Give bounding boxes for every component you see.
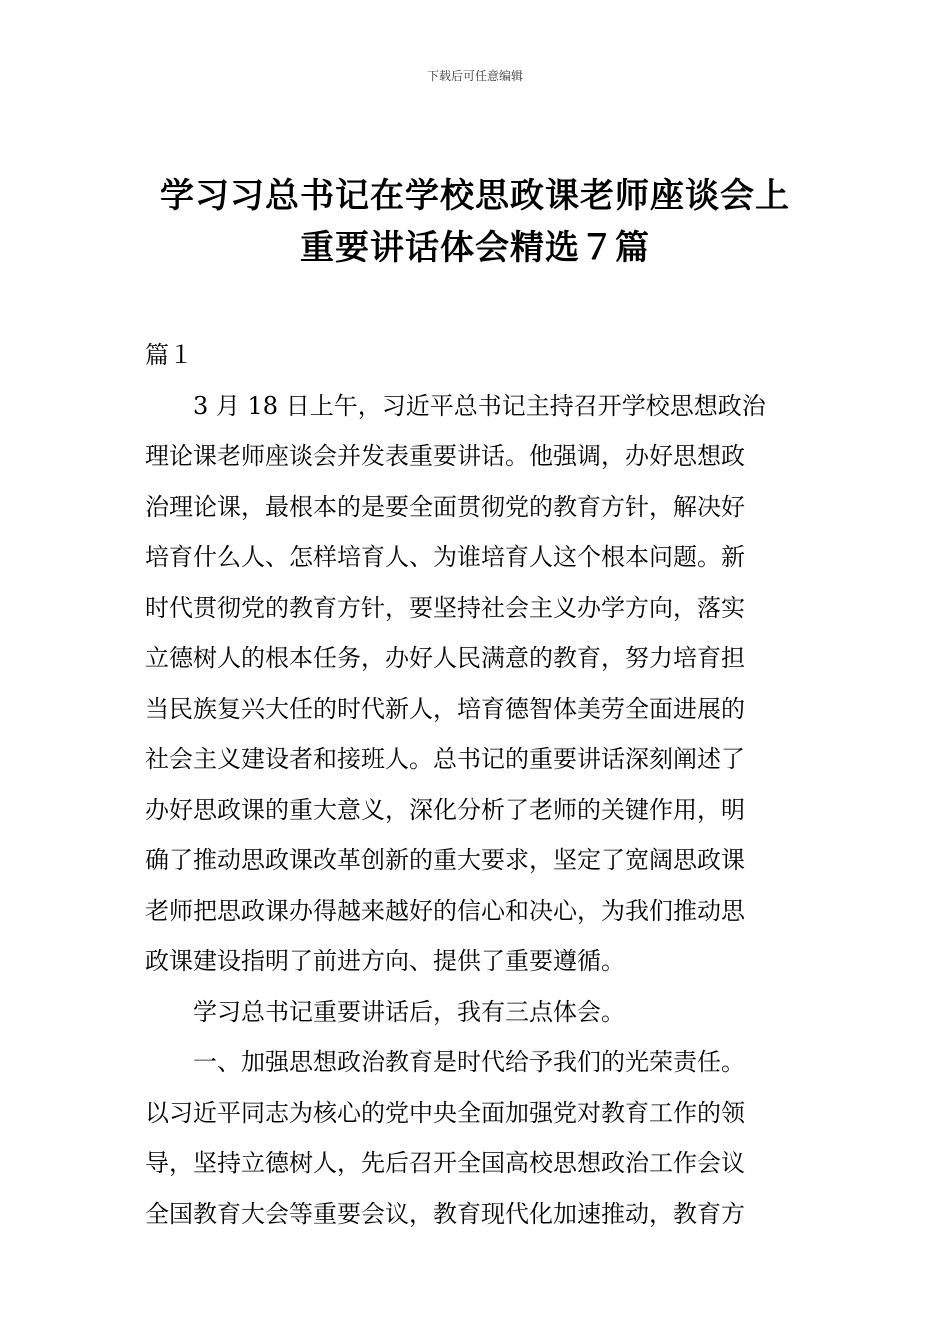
paragraph-line: 办好思政课的重大意义，深化分析了老师的关键作用，明: [145, 795, 745, 824]
title-line-2: 重要讲话体会精选７篇: [300, 228, 650, 268]
paragraph-line: 3 月 18 日上午，习近平总书记主持召开学校思想政治: [193, 391, 766, 420]
paragraph-line: 以习近平同志为核心的党中央全面加强党对教育工作的领: [145, 1098, 745, 1127]
page-header-note: 下载后可任意编辑: [426, 69, 523, 83]
paragraph-line: 立德树人的根本任务，办好人民满意的教育，努力培育担: [145, 644, 745, 672]
paragraph-2: [145, 987, 810, 1038]
paragraph-line: 培育什么人、怎样培育人、为谁培育人这个根本问题。新: [145, 543, 745, 571]
paragraph-line: 当民族复兴大任的时代新人，培育德智体美劳全面进展的: [145, 694, 745, 723]
paragraph-line: 学习总书记重要讲话后，我有三点体会。: [193, 997, 625, 1026]
paragraph-line: 政课建设指明了前进方向、提供了重要遵循。: [145, 947, 625, 975]
section-label: 篇１: [145, 341, 193, 369]
paragraph-line: 老师把思政课办得越来越好的信心和决心，为我们推动思: [145, 896, 745, 925]
document-body: [145, 330, 810, 1239]
paragraph-1: [145, 381, 810, 987]
document-title: [100, 170, 850, 274]
paragraph-3: [145, 1037, 810, 1239]
paragraph-line: 治理论课，最根本的是要全面贯彻党的教育方针，解决好: [145, 492, 745, 521]
paragraph-line: 确了推动思政课改革创新的重大要求，坚定了宽阔思政课: [145, 846, 745, 874]
paragraph-line: 社会主义建设者和接班人。总书记的重要讲话深刻阐述了: [145, 745, 745, 773]
paragraph-line: 导，坚持立德树人，先后召开全国高校思想政治工作会议: [145, 1149, 745, 1177]
paragraph-line: 时代贯彻党的教育方针，要坚持社会主义办学方向，落实: [145, 593, 745, 622]
paragraph-line: 理论课老师座谈会并发表重要讲话。他强调，办好思想政: [145, 442, 745, 470]
paragraph-line: 全国教育大会等重要会议，教育现代化加速推动，教育方: [145, 1199, 745, 1228]
title-line-1: 学习习总书记在学校思政课老师座谈会上: [160, 176, 790, 216]
paragraph-line: 一、加强思想政治教育是时代给予我们的光荣责任。: [193, 1048, 745, 1076]
